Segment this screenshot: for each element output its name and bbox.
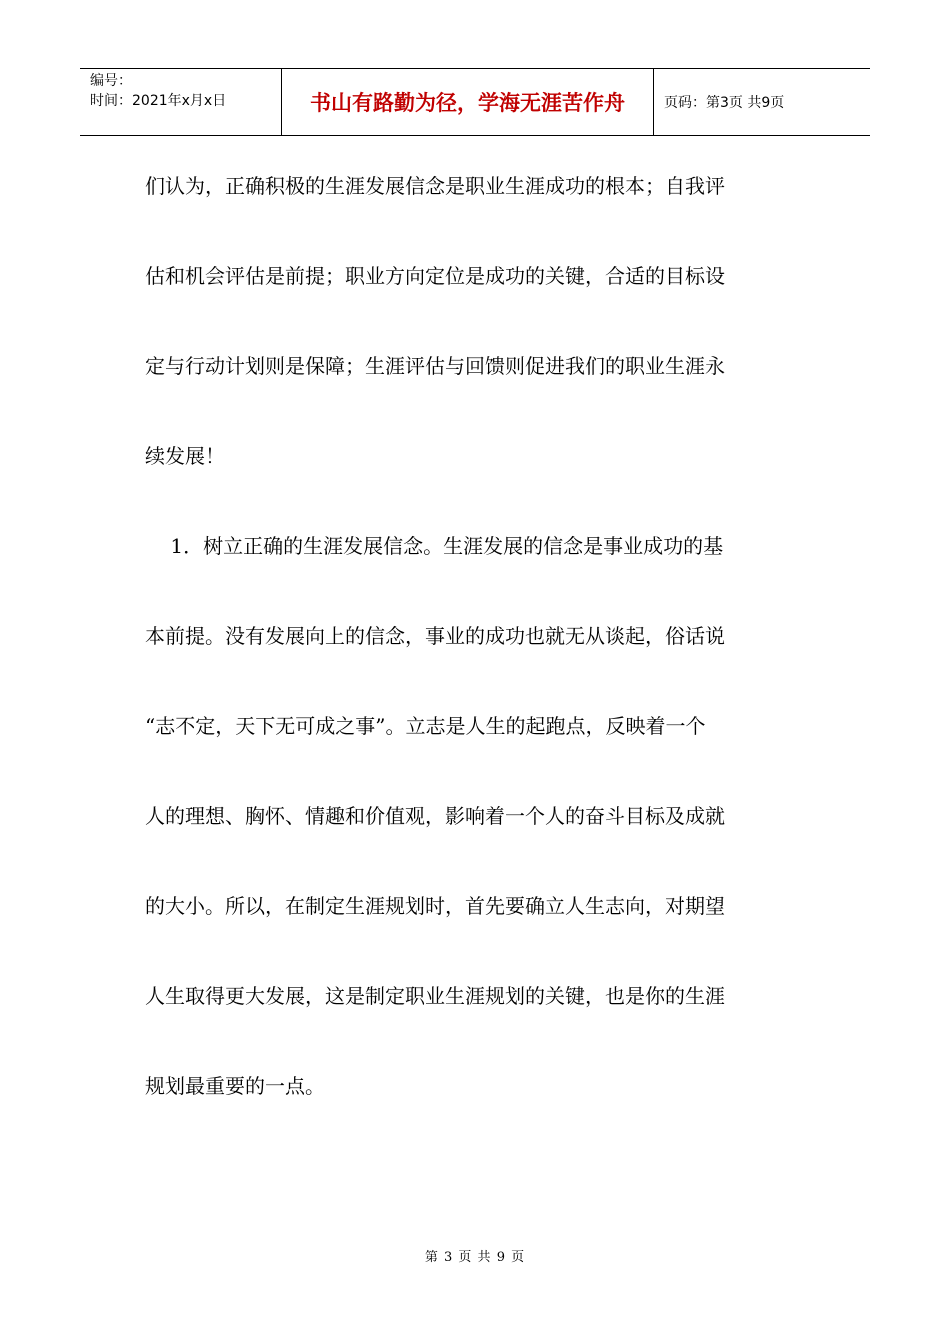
body-line: 1．树立正确的生涯发展信念。生涯发展的信念是事业成功的基	[145, 534, 724, 558]
header-page-info: 页码：第3页 共9页	[664, 95, 785, 111]
body-paragraphs	[145, 166, 815, 1156]
body-line: 人的理想、胸怀、情趣和价值观，影响着一个人的奋斗目标及成就	[145, 804, 725, 828]
body-line: 人生取得更大发展，这是制定职业生涯规划的关键，也是你的生涯	[145, 984, 725, 1008]
document-number-label: 编号：	[90, 73, 132, 89]
page-footer: 第 3 页 共 9 页	[424, 1250, 526, 1265]
document-date-label: 时间：2021年x月x日	[90, 93, 227, 109]
document-body	[145, 166, 815, 1156]
body-line: 规划最重要的一点。	[145, 1074, 325, 1098]
body-line: 估和机会评估是前提；职业方向定位是成功的关键，合适的目标设	[145, 264, 725, 288]
header-motto-cell	[282, 69, 654, 135]
body-line: “志不定，天下无可成之事”。立志是人生的起跑点，反映着一个	[145, 714, 706, 738]
body-line: 们认为，正确积极的生涯发展信念是职业生涯成功的根本；自我评	[145, 174, 725, 198]
header-meta-cell	[80, 69, 282, 135]
body-line: 的大小。所以，在制定生涯规划时，首先要确立人生志向，对期望	[145, 894, 725, 918]
document-header	[80, 68, 870, 136]
header-motto: 书山有路勤为径，学海无涯苦作舟	[310, 91, 625, 115]
body-line: 续发展！	[145, 444, 225, 468]
body-line: 定与行动计划则是保障；生涯评估与回馈则促进我们的职业生涯永	[145, 354, 725, 378]
header-page-cell	[654, 69, 870, 135]
body-line: 本前提。没有发展向上的信念，事业的成功也就无从谈起，俗话说	[145, 624, 725, 648]
